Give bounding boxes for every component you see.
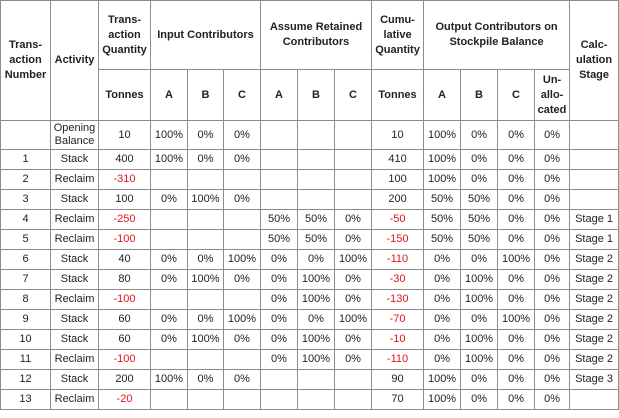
cell-calculation-stage [570,170,619,190]
cell-output-c: 0% [498,210,535,230]
cell-retained-a [261,190,298,210]
cell-output-unallocated: 0% [535,290,570,310]
cell-retained-b [298,190,335,210]
header-transaction-number: Trans- action Number [1,1,51,121]
cell-retained-b [298,121,335,150]
cell-transaction-number: 2 [1,170,51,190]
cell-retained-b [298,370,335,390]
cell-output-b: 0% [461,390,498,410]
cell-retained-c [335,370,372,390]
cell-retained-b [298,150,335,170]
cell-retained-a: 0% [261,270,298,290]
cell-input-c: 0% [224,150,261,170]
cell-calculation-stage [570,390,619,410]
cell-transaction-number: 8 [1,290,51,310]
table-row [1,350,619,370]
subheader-tonnes: Tonnes [99,70,151,121]
cell-output-b: 50% [461,210,498,230]
cell-activity: Opening Balance [51,121,99,150]
cell-retained-b [298,390,335,410]
cell-input-a: 100% [151,121,188,150]
cell-cumulative-quantity: -50 [372,210,424,230]
cell-cumulative-quantity: 200 [372,190,424,210]
cell-transaction-number: 1 [1,150,51,170]
cell-output-a: 0% [424,290,461,310]
cell-transaction-number: 6 [1,250,51,270]
cell-transaction-number: 9 [1,310,51,330]
cell-output-unallocated: 0% [535,270,570,290]
cell-activity: Reclaim [51,390,99,410]
cell-calculation-stage: Stage 2 [570,270,619,290]
cell-output-unallocated: 0% [535,350,570,370]
cell-output-a: 0% [424,310,461,330]
cell-activity: Stack [51,190,99,210]
cell-input-b [188,230,224,250]
header-cumulative-quantity: Cumu- lative Quantity [372,1,424,70]
cell-transaction-number [1,121,51,150]
cell-transaction-number: 10 [1,330,51,350]
cell-transaction-number: 13 [1,390,51,410]
header-output-contributors: Output Contributors on Stockpile Balance [424,1,570,70]
cell-cumulative-quantity: -10 [372,330,424,350]
cell-retained-a: 0% [261,350,298,370]
cell-retained-c: 0% [335,350,372,370]
cell-output-b: 0% [461,150,498,170]
header-activity: Activity [51,1,99,121]
cell-retained-b: 50% [298,230,335,250]
cell-retained-c [335,150,372,170]
cell-output-c: 0% [498,390,535,410]
cell-cumulative-quantity: 90 [372,370,424,390]
subheader-cumulative-tonnes: Tonnes [372,70,424,121]
cell-output-a: 100% [424,390,461,410]
cell-cumulative-quantity: 100 [372,170,424,190]
cell-transaction-number: 5 [1,230,51,250]
cell-transaction-number: 11 [1,350,51,370]
cell-input-a: 100% [151,150,188,170]
cell-input-c: 0% [224,121,261,150]
cell-retained-b [298,170,335,190]
cell-input-c [224,170,261,190]
cell-output-a: 0% [424,250,461,270]
table-row [1,250,619,270]
cell-cumulative-quantity: -110 [372,250,424,270]
cell-output-b: 0% [461,170,498,190]
table-row [1,190,619,210]
cell-input-c: 0% [224,190,261,210]
cell-retained-c: 100% [335,310,372,330]
cell-output-b: 0% [461,250,498,270]
cell-cumulative-quantity: -30 [372,270,424,290]
cell-output-a: 100% [424,150,461,170]
cell-input-c: 0% [224,270,261,290]
cell-transaction-quantity: 60 [99,310,151,330]
cell-activity: Reclaim [51,210,99,230]
cell-transaction-quantity: 200 [99,370,151,390]
cell-calculation-stage: Stage 2 [570,290,619,310]
cell-output-a: 50% [424,210,461,230]
cell-transaction-quantity: 100 [99,190,151,210]
cell-retained-c: 0% [335,210,372,230]
cell-calculation-stage: Stage 1 [570,210,619,230]
cell-activity: Stack [51,310,99,330]
cell-output-b: 0% [461,121,498,150]
cell-output-a: 100% [424,121,461,150]
cell-calculation-stage [570,190,619,210]
table-row [1,310,619,330]
cell-output-unallocated: 0% [535,390,570,410]
cell-calculation-stage: Stage 3 [570,370,619,390]
cell-output-b: 100% [461,350,498,370]
cell-activity: Stack [51,150,99,170]
cell-input-b: 0% [188,150,224,170]
table-row [1,330,619,350]
cell-retained-c [335,121,372,150]
cell-cumulative-quantity: -130 [372,290,424,310]
cell-cumulative-quantity: 70 [372,390,424,410]
subheader-retained-a: A [261,70,298,121]
cell-retained-a [261,390,298,410]
cell-input-b [188,390,224,410]
cell-output-b: 50% [461,190,498,210]
cell-retained-a: 0% [261,330,298,350]
cell-retained-c: 100% [335,250,372,270]
cell-input-c: 0% [224,370,261,390]
cell-retained-a: 0% [261,310,298,330]
cell-calculation-stage: Stage 2 [570,330,619,350]
cell-retained-c: 0% [335,230,372,250]
cell-transaction-number: 3 [1,190,51,210]
cell-retained-b: 100% [298,270,335,290]
cell-output-unallocated: 0% [535,250,570,270]
cell-input-b [188,210,224,230]
cell-output-c: 0% [498,370,535,390]
cell-retained-c: 0% [335,270,372,290]
cell-input-b: 0% [188,310,224,330]
cell-output-a: 50% [424,190,461,210]
cell-retained-a: 0% [261,250,298,270]
cell-output-b: 0% [461,370,498,390]
cell-input-a [151,210,188,230]
cell-output-a: 50% [424,230,461,250]
subheader-output-c: C [498,70,535,121]
header-assume-retained-contributors: Assume Retained Contributors [261,1,372,70]
cell-retained-b: 50% [298,210,335,230]
cell-input-c [224,210,261,230]
cell-input-b: 0% [188,370,224,390]
cell-retained-b: 0% [298,250,335,270]
cell-output-a: 0% [424,270,461,290]
subheader-retained-c: C [335,70,372,121]
cell-calculation-stage [570,150,619,170]
cell-retained-a: 50% [261,230,298,250]
subheader-retained-b: B [298,70,335,121]
cell-transaction-quantity: 10 [99,121,151,150]
cell-output-unallocated: 0% [535,230,570,250]
cell-retained-c [335,190,372,210]
cell-output-a: 0% [424,330,461,350]
table-row [1,121,619,150]
cell-input-a [151,230,188,250]
cell-input-a: 0% [151,310,188,330]
cell-activity: Stack [51,270,99,290]
cell-transaction-number: 4 [1,210,51,230]
cell-transaction-quantity: 400 [99,150,151,170]
cell-output-unallocated: 0% [535,121,570,150]
cell-calculation-stage: Stage 2 [570,250,619,270]
cell-retained-c [335,390,372,410]
cell-output-a: 100% [424,170,461,190]
subheader-unallocated: Un- allo- cated [535,70,570,121]
cell-output-c: 0% [498,290,535,310]
header-input-contributors: Input Contributors [151,1,261,70]
cell-output-c: 100% [498,310,535,330]
cell-input-b: 100% [188,330,224,350]
cell-transaction-quantity: 80 [99,270,151,290]
cell-output-unallocated: 0% [535,370,570,390]
cell-output-c: 0% [498,170,535,190]
cell-output-c: 0% [498,190,535,210]
cell-output-b: 100% [461,270,498,290]
cell-retained-b: 100% [298,350,335,370]
cell-retained-a [261,150,298,170]
table-row [1,290,619,310]
cell-input-a [151,350,188,370]
header-calculation-stage: Calc- ulation Stage [570,1,619,121]
cell-transaction-quantity: -100 [99,230,151,250]
table-row [1,230,619,250]
cell-output-a: 100% [424,370,461,390]
cell-retained-a: 0% [261,290,298,310]
cell-input-b [188,350,224,370]
cell-activity: Stack [51,250,99,270]
cell-retained-b: 100% [298,290,335,310]
cell-cumulative-quantity: 410 [372,150,424,170]
cell-input-a: 0% [151,270,188,290]
header-transaction-quantity: Trans- action Quantity [99,1,151,70]
cell-output-unallocated: 0% [535,150,570,170]
cell-transaction-quantity: -20 [99,390,151,410]
cell-output-c: 100% [498,250,535,270]
cell-input-a: 100% [151,370,188,390]
cell-transaction-quantity: 60 [99,330,151,350]
table-row [1,170,619,190]
cell-output-unallocated: 0% [535,190,570,210]
cell-activity: Reclaim [51,350,99,370]
cell-retained-a [261,121,298,150]
cell-output-c: 0% [498,330,535,350]
cell-calculation-stage: Stage 2 [570,350,619,370]
cell-calculation-stage [570,121,619,150]
cell-output-unallocated: 0% [535,310,570,330]
cell-transaction-quantity: -250 [99,210,151,230]
cell-transaction-quantity: -310 [99,170,151,190]
cell-output-b: 100% [461,330,498,350]
cell-output-unallocated: 0% [535,170,570,190]
cell-output-c: 0% [498,150,535,170]
cell-calculation-stage: Stage 2 [570,310,619,330]
cell-retained-c: 0% [335,290,372,310]
cell-output-unallocated: 0% [535,330,570,350]
cell-activity: Reclaim [51,290,99,310]
cell-output-b: 50% [461,230,498,250]
cell-output-c: 0% [498,121,535,150]
cell-cumulative-quantity: -110 [372,350,424,370]
cell-output-b: 0% [461,310,498,330]
cell-output-a: 0% [424,350,461,370]
cell-input-c [224,350,261,370]
cell-input-b: 0% [188,121,224,150]
cell-cumulative-quantity: -70 [372,310,424,330]
cell-retained-a [261,170,298,190]
cell-input-a: 0% [151,330,188,350]
cell-input-c: 100% [224,310,261,330]
table-row [1,150,619,170]
cell-retained-b: 0% [298,310,335,330]
cell-input-b [188,290,224,310]
cell-output-unallocated: 0% [535,210,570,230]
subheader-input-b: B [188,70,224,121]
cell-activity: Stack [51,370,99,390]
cell-input-a: 0% [151,250,188,270]
table-row [1,370,619,390]
cell-input-a [151,170,188,190]
cell-calculation-stage: Stage 1 [570,230,619,250]
cell-input-c [224,390,261,410]
cell-transaction-quantity: -100 [99,350,151,370]
table-row [1,390,619,410]
cell-input-a: 0% [151,190,188,210]
cell-retained-a: 50% [261,210,298,230]
cell-output-b: 100% [461,290,498,310]
cell-input-a [151,290,188,310]
subheader-output-a: A [424,70,461,121]
cell-input-b [188,170,224,190]
cell-input-c: 100% [224,250,261,270]
cell-transaction-number: 7 [1,270,51,290]
subheader-input-c: C [224,70,261,121]
cell-input-b: 100% [188,190,224,210]
cell-output-c: 0% [498,270,535,290]
table-row [1,270,619,290]
cell-retained-b: 100% [298,330,335,350]
cell-activity: Stack [51,330,99,350]
cell-input-a [151,390,188,410]
header-row [1,1,619,70]
cell-retained-c [335,170,372,190]
cell-input-b: 100% [188,270,224,290]
cell-transaction-quantity: 40 [99,250,151,270]
cell-input-c: 0% [224,330,261,350]
cell-transaction-quantity: -100 [99,290,151,310]
cell-activity: Reclaim [51,230,99,250]
table-row [1,210,619,230]
cell-transaction-number: 12 [1,370,51,390]
cell-cumulative-quantity: -150 [372,230,424,250]
subheader-output-b: B [461,70,498,121]
cell-output-c: 0% [498,350,535,370]
cell-input-c [224,290,261,310]
cell-output-c: 0% [498,230,535,250]
cell-activity: Reclaim [51,170,99,190]
subheader-input-a: A [151,70,188,121]
table-body [1,121,619,410]
cell-retained-c: 0% [335,330,372,350]
cell-cumulative-quantity: 10 [372,121,424,150]
cell-retained-a [261,370,298,390]
cell-input-c [224,230,261,250]
cell-input-b: 0% [188,250,224,270]
